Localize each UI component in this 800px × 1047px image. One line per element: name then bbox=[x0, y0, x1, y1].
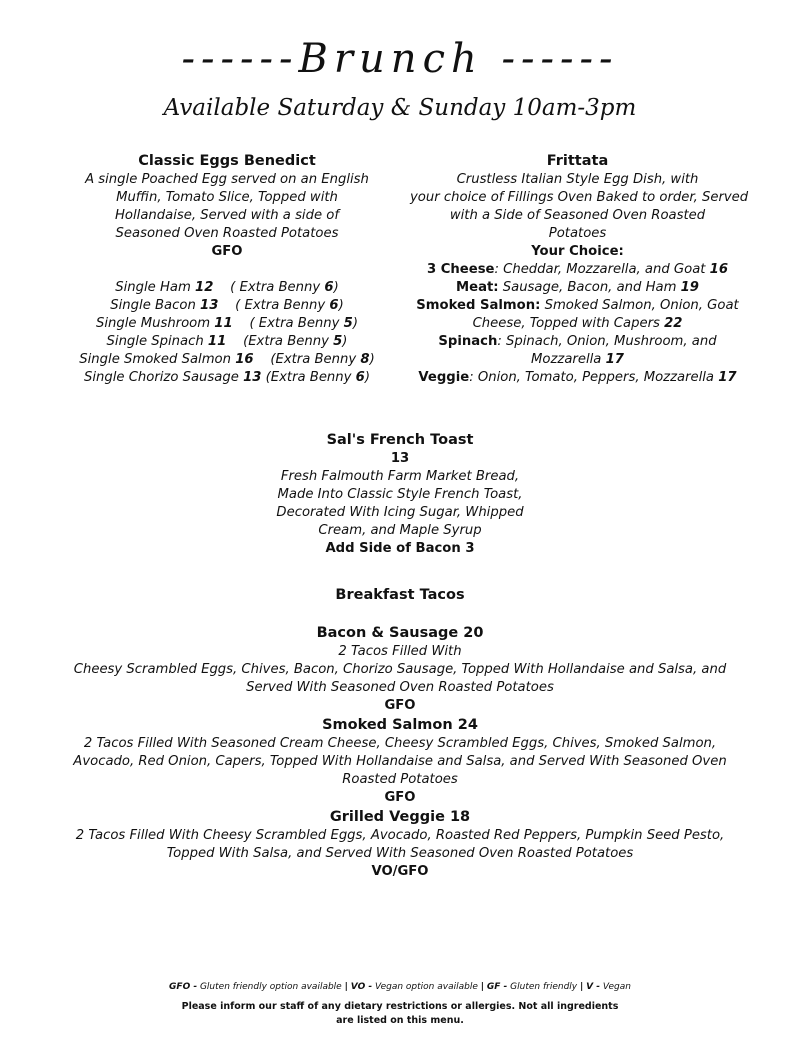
frittata-choice: Spinach: Spinach, Onion, Mushroom, and bbox=[438, 334, 717, 349]
taco-tag: GFO bbox=[384, 698, 416, 713]
frittata-section bbox=[410, 151, 749, 387]
page-subtitle: Available Saturday & Sunday 10am-3pm bbox=[163, 95, 637, 121]
benedict-option: Single Bacon 13 ( Extra Benny 6) bbox=[110, 298, 344, 313]
dietary-legend: GFO - Gluten friendly option available | VO - Vegan option available | GF - Gluten friendly | V - Vegan bbox=[169, 982, 631, 992]
benedict-tag: GFO bbox=[211, 244, 243, 259]
french-toast-title: Sal's French Toast bbox=[326, 432, 474, 448]
benedict-desc-line: Hollandaise, Served with a side of bbox=[115, 208, 339, 223]
benedict-desc-line: Muffin, Tomato Slice, Topped with bbox=[116, 190, 338, 205]
taco-desc-line: Roasted Potatoes bbox=[342, 772, 458, 787]
taco-item-name: Smoked Salmon 24 bbox=[322, 717, 478, 733]
taco-desc-line: Served With Seasoned Oven Roasted Potatoes bbox=[246, 680, 554, 695]
allergy-notice-line: Please inform our staff of any dietary restrictions or allergies. Not all ingredients bbox=[181, 1001, 619, 1012]
french-toast-desc-line: Cream, and Maple Syrup bbox=[318, 523, 482, 538]
taco-tag: VO/GFO bbox=[371, 864, 429, 879]
benedict-option: Single Mushroom 11 ( Extra Benny 5) bbox=[95, 316, 359, 331]
frittata-choice: Veggie: Onion, Tomato, Peppers, Mozzarella 17 bbox=[418, 370, 737, 385]
frittata-desc-line: with a Side of Seasoned Oven Roasted bbox=[449, 208, 706, 223]
frittata-desc-line: your choice of Fillings Oven Baked to order, Served bbox=[410, 190, 749, 205]
tacos-title: Breakfast Tacos bbox=[335, 587, 465, 603]
benedict-desc-line: A single Poached Egg served on an English bbox=[85, 172, 369, 187]
taco-desc-line: 2 Tacos Filled With Seasoned Cream Cheese, Cheesy Scrambled Eggs, Chives, Smoked Salmon, bbox=[83, 736, 717, 751]
benedict-title: Classic Eggs Benedict bbox=[138, 153, 316, 169]
benedict-option: Single Ham 12 ( Extra Benny 6) bbox=[115, 280, 339, 295]
frittata-choice: 3 Cheese: Cheddar, Mozzarella, and Goat 16 bbox=[426, 262, 729, 277]
french-toast-section bbox=[200, 430, 600, 558]
frittata-choice: Smoked Salmon: Smoked Salmon, Onion, Goat bbox=[416, 298, 739, 313]
frittata-choice-label: Your Choice: bbox=[531, 244, 624, 259]
allergy-notice-line: are listed on this menu. bbox=[336, 1015, 464, 1026]
page-title: ------Brunch ------ bbox=[181, 36, 619, 82]
french-toast-desc-line: Made Into Classic Style French Toast, bbox=[277, 487, 523, 502]
french-toast-desc-line: Decorated With Icing Sugar, Whipped bbox=[276, 505, 524, 520]
allergy-notice bbox=[0, 1000, 800, 1028]
french-toast-addon: Add Side of Bacon 3 bbox=[325, 541, 475, 556]
taco-desc-line: 2 Tacos Filled With bbox=[338, 644, 462, 659]
french-toast-desc-line: Fresh Falmouth Farm Market Bread, bbox=[280, 469, 520, 484]
frittata-desc-line: Potatoes bbox=[548, 226, 607, 241]
taco-desc-line: Topped With Salsa, and Served With Seasoned Oven Roasted Potatoes bbox=[166, 846, 634, 861]
taco-desc-line: 2 Tacos Filled With Cheesy Scrambled Eggs, Avocado, Roasted Red Peppers, Pumpkin Seed Pesto, bbox=[75, 828, 725, 843]
taco-item-name: Grilled Veggie 18 bbox=[329, 809, 471, 825]
frittata-choice-cont: Mozzarella 17 bbox=[531, 352, 624, 367]
frittata-choice: Meat: Sausage, Bacon, and Ham 19 bbox=[456, 280, 699, 295]
frittata-choice-cont: Cheese, Topped with Capers 22 bbox=[472, 316, 683, 331]
french-toast-price: 13 bbox=[390, 451, 410, 466]
benedict-option: Single Smoked Salmon 16 (Extra Benny 8) bbox=[79, 352, 375, 367]
taco-tag: GFO bbox=[384, 790, 416, 805]
benedict-option: Single Spinach 11 (Extra Benny 5) bbox=[106, 334, 348, 349]
taco-desc-line: Avocado, Red Onion, Capers, Topped With Hollandaise and Salsa, and Served With Seasoned Oven bbox=[73, 754, 727, 769]
tacos-section bbox=[50, 585, 750, 881]
taco-desc-line: Cheesy Scrambled Eggs, Chives, Bacon, Chorizo Sausage, Topped With Hollandaise and Salsa, and bbox=[73, 662, 727, 677]
benedict-desc-line: Seasoned Oven Roasted Potatoes bbox=[115, 226, 339, 241]
frittata-title: Frittata bbox=[546, 153, 609, 169]
taco-item-name: Bacon & Sausage 20 bbox=[316, 625, 484, 641]
benedict-section bbox=[72, 151, 382, 387]
frittata-desc-line: Crustless Italian Style Egg Dish, with bbox=[456, 172, 699, 187]
benedict-option: Single Chorizo Sausage 13 (Extra Benny 6) bbox=[83, 370, 371, 385]
